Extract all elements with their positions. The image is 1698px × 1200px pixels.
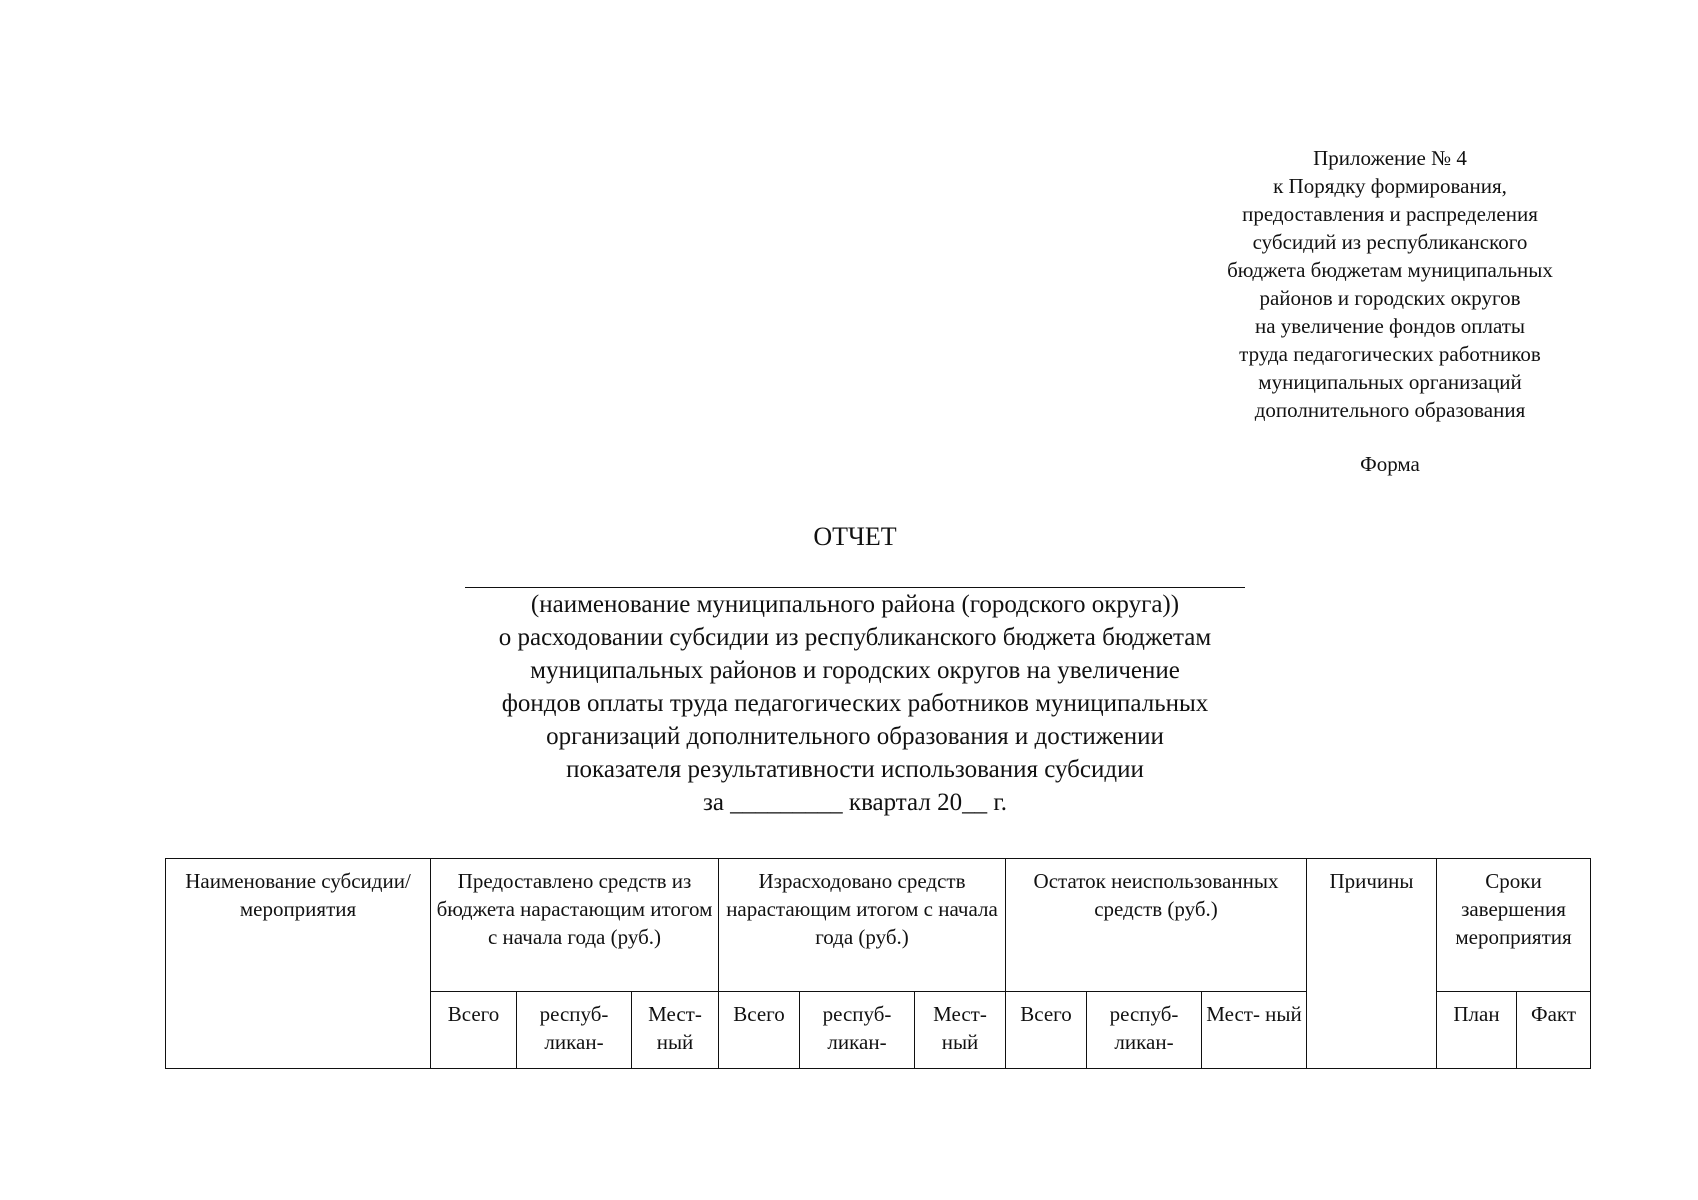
report-title: ОТЧЕТ	[813, 522, 897, 551]
appendix-line: дополнительного образования	[1254, 398, 1526, 422]
report-title-block	[390, 520, 1320, 819]
table-header-row	[166, 859, 1591, 992]
appendix-line: бюджета бюджетам муниципальных	[1227, 258, 1553, 282]
header-remainder: Остаток неиспользованных средств (руб.)	[1006, 859, 1307, 992]
appendix-line: предоставления и распределения	[1242, 202, 1538, 226]
subheader-plan: План	[1437, 992, 1517, 1069]
appendix-block	[1180, 144, 1600, 478]
period-line: за _________ квартал 20__ г.	[702, 789, 1008, 816]
subheader-republican: респуб- ликан-	[1087, 992, 1202, 1069]
description-line: фондов оплаты труда педагогических работников муниципальных	[501, 690, 1209, 717]
appendix-line: на увеличение фондов оплаты	[1254, 314, 1526, 338]
header-subsidy-name: Наименование субсидии/мероприятия	[166, 859, 431, 1069]
description-line: муниципальных районов и городских округов на увеличение	[530, 657, 1180, 684]
appendix-line: субсидий из республиканского	[1252, 230, 1528, 254]
description-line: показателя результативности использования субсидии	[566, 756, 1144, 783]
header-deadlines: Сроки завершения мероприятия	[1437, 859, 1591, 992]
subheader-total: Всего	[719, 992, 800, 1069]
subheader-total: Всего	[431, 992, 517, 1069]
header-spent: Израсходовано средств нарастающим итогом с начала года (руб.)	[719, 859, 1006, 992]
municipality-name-line	[465, 559, 1245, 588]
report-table	[165, 858, 1591, 1069]
subheader-local: Мест- ный	[1202, 992, 1307, 1069]
description-line: о расходовании субсидии из республиканского бюджета бюджетам	[498, 624, 1212, 651]
subheader-republican: респуб- ликан-	[800, 992, 915, 1069]
appendix-line: труда педагогических работников	[1239, 342, 1541, 366]
header-provided: Предоставлено средств из бюджета нарастающим итогом с начала года (руб.)	[431, 859, 719, 992]
form-label: Форма	[1360, 452, 1420, 476]
header-reasons: Причины	[1307, 859, 1437, 1069]
subheader-fact: Факт	[1517, 992, 1591, 1069]
description-line: организаций дополнительного образования и достижении	[546, 723, 1164, 750]
subheader-local: Мест- ный	[632, 992, 719, 1069]
appendix-line: Приложение № 4	[1313, 146, 1467, 170]
subheader-local: Мест- ный	[915, 992, 1006, 1069]
subheader-republican: респуб- ликан-	[517, 992, 632, 1069]
appendix-line: муниципальных организаций	[1258, 370, 1522, 394]
subheader-total: Всего	[1006, 992, 1087, 1069]
appendix-line: к Порядку формирования,	[1273, 174, 1507, 198]
appendix-line: районов и городских округов	[1259, 286, 1521, 310]
name-caption: (наименование муниципального района (городского округа))	[530, 591, 1180, 618]
